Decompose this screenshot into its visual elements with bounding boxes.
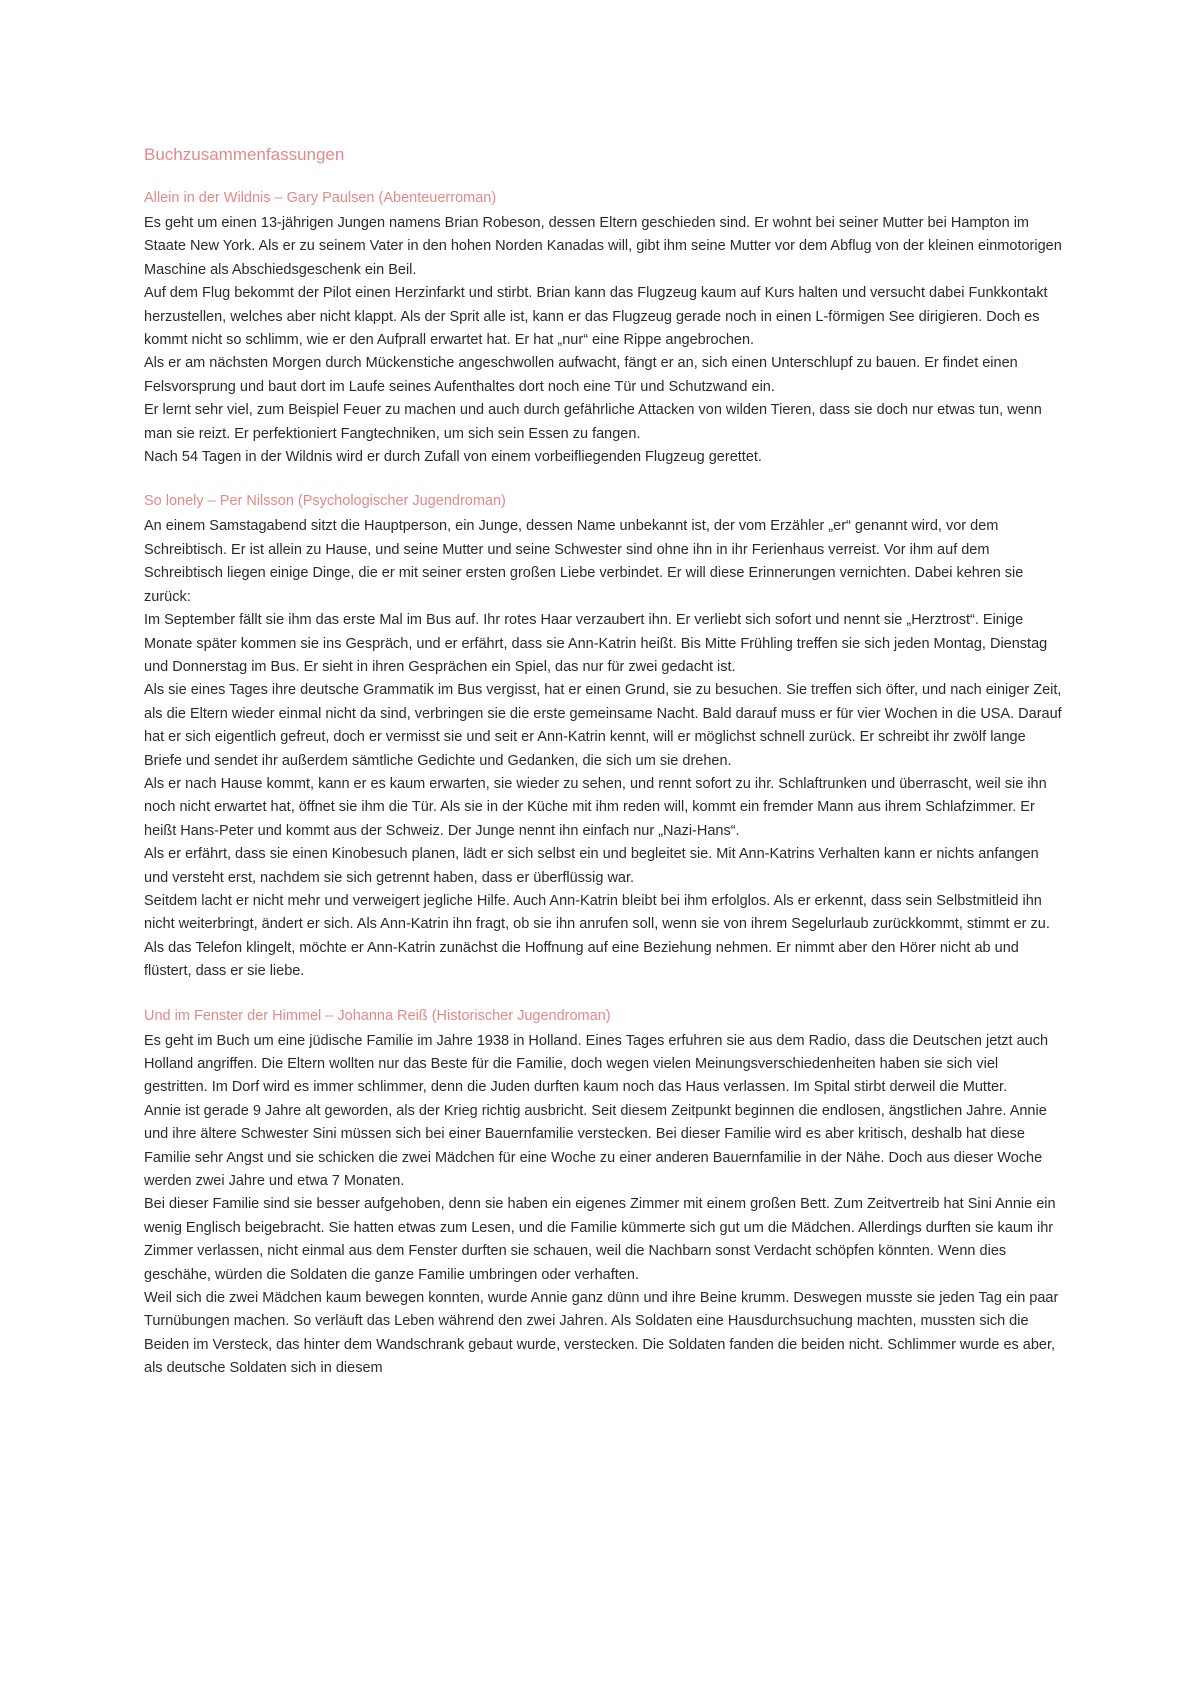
paragraph: Er lernt sehr viel, zum Beispiel Feuer zu machen und auch durch gefährliche Attacken von wilden Tieren, dass sie doch nur etwas tun, wenn man sie reizt. Er perfektioniert Fangtechniken, um sich sein Essen zu fangen. — [144, 402, 1042, 442]
document-page — [144, 143, 1064, 1402]
paragraph: Bei dieser Familie sind sie besser aufgehoben, denn sie haben ein eigenes Zimmer mit einem großen Bett. Zum Zeitvertreib hat Sini Annie ein wenig Englisch beigebracht. Sie hatten etwas zum Lesen, und die Familie kümmerte sich gut um die Mädchen. Allerdings durften sie kaum ihr Zimmer verlassen, nicht einmal aus dem Fenster durften sie schauen, weil die Nachbarn sonst Verdacht schöpfen könnten. Wenn dies geschähe, würden die Soldaten die ganze Familie umbringen oder verhaften. — [144, 1196, 1056, 1283]
paragraph: An einem Samstagabend sitzt die Hauptperson, ein Junge, dessen Name unbekannt ist, der vom Erzähler „er“ genannt wird, vor dem Schreibtisch. Er ist allein zu Hause, und seine Mutter und seine Schwester sind ohne ihn in ihr Ferienhaus verreist. Vor ihm auf dem Schreibtisch liegen einige Dinge, die er mit seiner ersten großen Liebe verbindet. Er will diese Erinnerungen vernichten. Dabei kehren sie zurück: — [144, 518, 1024, 605]
paragraph: Im September fällt sie ihm das erste Mal im Bus auf. Ihr rotes Haar verzaubert ihn. Er verliebt sich sofort und nennt sie „Herztrost“. Einige Monate später kommen sie ins Gespräch, und er erfährt, dass sie Ann-Katrin heißt. Bis Mitte Frühling treffen sie sich jeden Montag, Dienstag und Donnerstag im Bus. Er sieht in ihren Gesprächen ein Spiel, das nur für zwei gedacht ist. — [144, 612, 1048, 675]
paragraph: Als das Telefon klingelt, möchte er Ann-Katrin zunächst die Hoffnung auf eine Beziehung nehmen. Er nimmt aber den Hörer nicht ab und flüstert, dass er sie liebe. — [144, 939, 1019, 980]
paragraph: Nach 54 Tagen in der Wildnis wird er durch Zufall von einem vorbeifliegenden Flugzeug gerettet. — [144, 449, 762, 466]
section-allein-in-der-wildnis — [144, 187, 1064, 469]
paragraph: Als er nach Hause kommt, kann er es kaum erwarten, sie wieder zu sehen, und rennt sofort zu ihr. Schlaftrunken und überrascht, weil sie ihn noch nicht erwartet hat, öffnet sie ihm die Tür. Als sie in der Küche mit ihm reden will, kommt ein fremder Mann aus ihrem Schlafzimmer. Er heißt Hans-Peter und kommt aus der Schweiz. Der Junge nennt ihn einfach nur „Nazi-Hans“. — [144, 775, 1047, 839]
paragraph: Weil sich die zwei Mädchen kaum bewegen konnten, wurde Annie ganz dünn und ihre Beine krumm. Deswegen musste sie jeden Tag ein paar Turnübungen machen. So verläuft das Leben während den zwei Jahren. Als Soldaten eine Hausdurchsuchung machten, mussten sich die Beiden im Versteck, das hinter dem Wandschrank gebaut wurde, verstecken. Die Soldaten fanden die beiden nicht. Schlimmer wurde es aber, als deutsche Soldaten sich in diesem — [144, 1290, 1059, 1377]
section-heading: So lonely – Per Nilsson (Psychologischer Jugendroman) — [144, 493, 506, 510]
section-heading: Allein in der Wildnis – Gary Paulsen (Abenteuerroman) — [144, 190, 497, 206]
paragraph: Als er am nächsten Morgen durch Mückenstiche angeschwollen aufwacht, fängt er an, sich einen Unterschlupf zu bauen. Er findet einen Felsvorsprung und baut dort im Laufe seines Aufenthaltes dort noch eine Tür und Schutzwand ein. — [144, 355, 1018, 395]
paragraph: Es geht um einen 13-jährigen Jungen namens Brian Robeson, dessen Eltern geschieden sind. Er wohnt bei seiner Mutter bei Hampton im Staate New York. Als er zu seinem Vater in den hohen Norden Kanadas will, gibt ihm seine Mutter vor dem Abflug von der kleinen einmotorigen Maschine als Abschiedsgeschenk ein Beil. — [144, 215, 1062, 278]
paragraph: Auf dem Flug bekommt der Pilot einen Herzinfarkt und stirbt. Brian kann das Flugzeug kaum auf Kurs halten und versucht dabei Funkkontakt herzustellen, welches aber nicht klappt. Als der Sprit alle ist, kann er das Flugzeug gerade noch in einen L-förmigen See dirigieren. Doch es kommt nicht so schlimm, wie er den Aufprall erwartet hat. Er hat „nur“ eine Rippe angebrochen. — [144, 285, 1048, 349]
document-title: Buchzusammenfassungen — [144, 145, 345, 164]
paragraph: Als er erfährt, dass sie einen Kinobesuch planen, lädt er sich selbst ein und begleitet sie. Mit Ann-Katrins Verhalten kann er nichts anfangen und versteht erst, nachdem sie sich getrennt haben, dass er überflüssig war. — [144, 846, 1039, 886]
paragraph: Seitdem lacht er nicht mehr und verweigert jegliche Hilfe. Auch Ann-Katrin bleibt bei ihm erfolglos. Als er erkennt, dass sein Selbstmitleid ihn nicht weiterbringt, ändert er sich. Als Ann-Katrin ihn fragt, ob sie ihn anrufen soll, wenn sie von ihrem Segelurlaub zurückkommt, stimmt er zu. — [144, 892, 1050, 933]
paragraph: Es geht im Buch um eine jüdische Familie im Jahre 1938 in Holland. Eines Tages erfuhren sie aus dem Radio, dass die Deutschen jetzt auch Holland angriffen. Die Eltern wollten nur das Beste für die Familie, doch wegen vielen Meinungsverschiedenheiten haben sie sich viel gestritten. Im Dorf wird es immer schlimmer, denn die Juden durften kaum noch das Haus verlassen. Im Spital stirbt derweil die Mutter. — [144, 1032, 1049, 1096]
section-heading: Und im Fenster der Himmel – Johanna Reiß (Historischer Jugendroman) — [144, 1007, 611, 1024]
section-so-lonely — [144, 490, 1064, 983]
section-und-im-fenster-der-himmel — [144, 1005, 1064, 1381]
paragraph: Als sie eines Tages ihre deutsche Grammatik im Bus vergisst, hat er einen Grund, sie zu besuchen. Sie treffen sich öfter, und nach einiger Zeit, als die Eltern wieder einmal nicht da sind, verbringen sie die erste gemeinsame Nacht. Bald darauf muss er für vier Wochen in die USA. Darauf hat er sich eigentlich gefreut, doch er vermisst sie und seit er Ann-Katrin kennt, will er möglichst schnell zurück. Er schreibt ihr zwölf lange Briefe und sendet ihr außerdem sämtliche Gedichte und Gedanken, die sich um sie drehen. — [144, 682, 1062, 769]
paragraph: Annie ist gerade 9 Jahre alt geworden, als der Krieg richtig ausbricht. Seit diesem Zeitpunkt beginnen die endlosen, ängstlichen Jahre. Annie und ihre ältere Schwester Sini müssen sich bei einer Bauernfamilie verstecken. Bei dieser Familie wird es aber kritisch, deshalb hat diese Familie sehr Angst und sie schicken die zwei Mädchen für eine Woche zu einer anderen Bauernfamilie in der Nähe. Doch aus dieser Woche werden zwei Jahre und etwa 7 Monaten. — [144, 1102, 1047, 1190]
